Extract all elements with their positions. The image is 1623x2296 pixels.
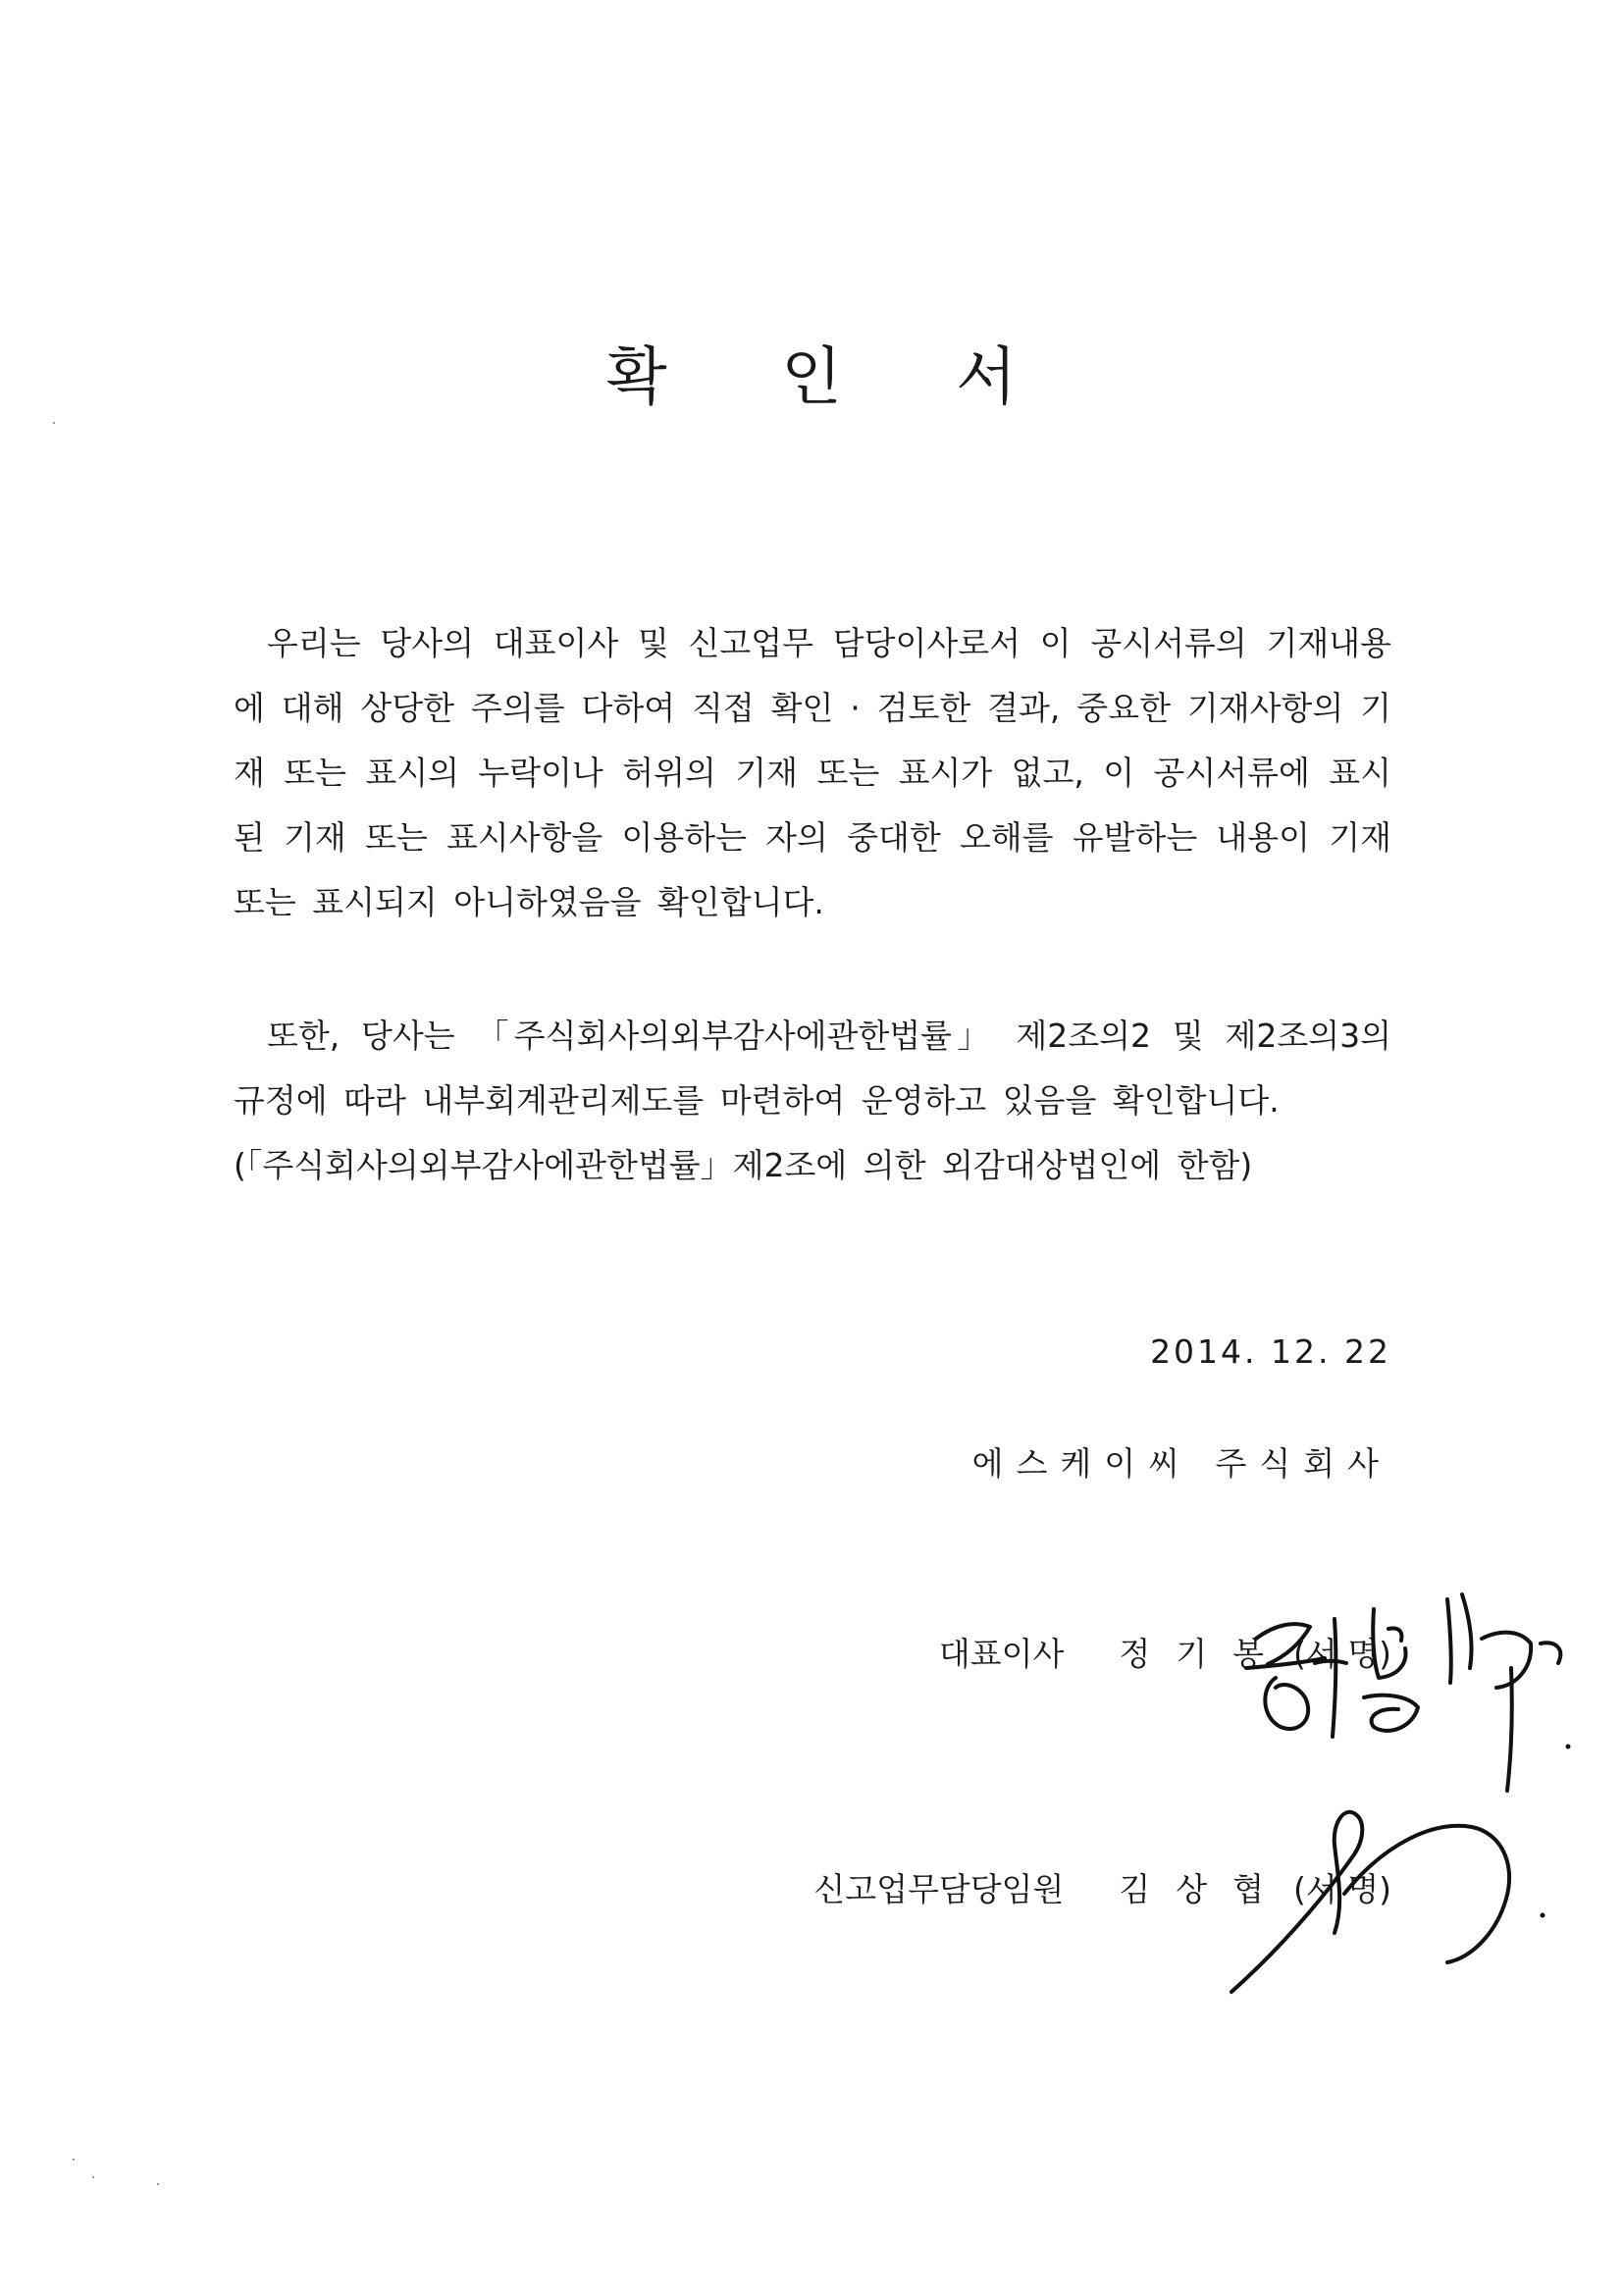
signatory-name: 정기봉	[1119, 1635, 1289, 1673]
scan-speck	[73, 2159, 75, 2161]
applicability-note: (「주식회사의외부감사에관한법률」제2조에 의한 외감대상법인에 한함)	[234, 1146, 1253, 1184]
signatory-ceo	[939, 1629, 1391, 1675]
internal-control-paragraph	[234, 1004, 1391, 1198]
document-date: 2014. 12. 22	[1150, 1332, 1391, 1371]
signature-label: (서 명)	[1293, 1870, 1391, 1908]
document-title: 확 인 서	[605, 340, 1065, 414]
signatory-name: 김상협	[1119, 1870, 1289, 1908]
signatory-role: 대표이사	[938, 1635, 1065, 1673]
scan-speck	[157, 2183, 159, 2185]
scan-speck	[53, 422, 55, 424]
internal-control-text: 또한, 당사는 「주식회사의외부감사에관한법률」 제2조의2 및 제2조의3의 규정에 따라 내부회계관리제도를 마련하여 운영하고 있음을 확인합니다.	[234, 1017, 1391, 1120]
signatory-role: 신고업무담당임원	[813, 1870, 1065, 1908]
signatory-disclosure-officer	[813, 1864, 1391, 1910]
confirmation-paragraph: 우리는 당사의 대표이사 및 신고업무 담당이사로서 이 공시서류의 기재내용에 대해 상당한 주의를 다하여 직접 확인 · 검토한 결과, 중요한 기재사항의 기재 또는 표시의 누락이나 허위의 기재 또는 표시가 없고, 이 공시서류에 표시된 기재 또는 표시사항을 이용하는 자의 중대한 오해를 유발하는 내용이 기재 또는 표시되지 아니하였음을 확인합니다.	[234, 624, 1391, 921]
scan-speck	[92, 2176, 94, 2178]
company-name: 에스케이씨 주식회사	[971, 1444, 1391, 1483]
handwritten-signature-ceo	[1217, 1570, 1590, 1805]
signature-label: (서 명)	[1293, 1635, 1391, 1673]
